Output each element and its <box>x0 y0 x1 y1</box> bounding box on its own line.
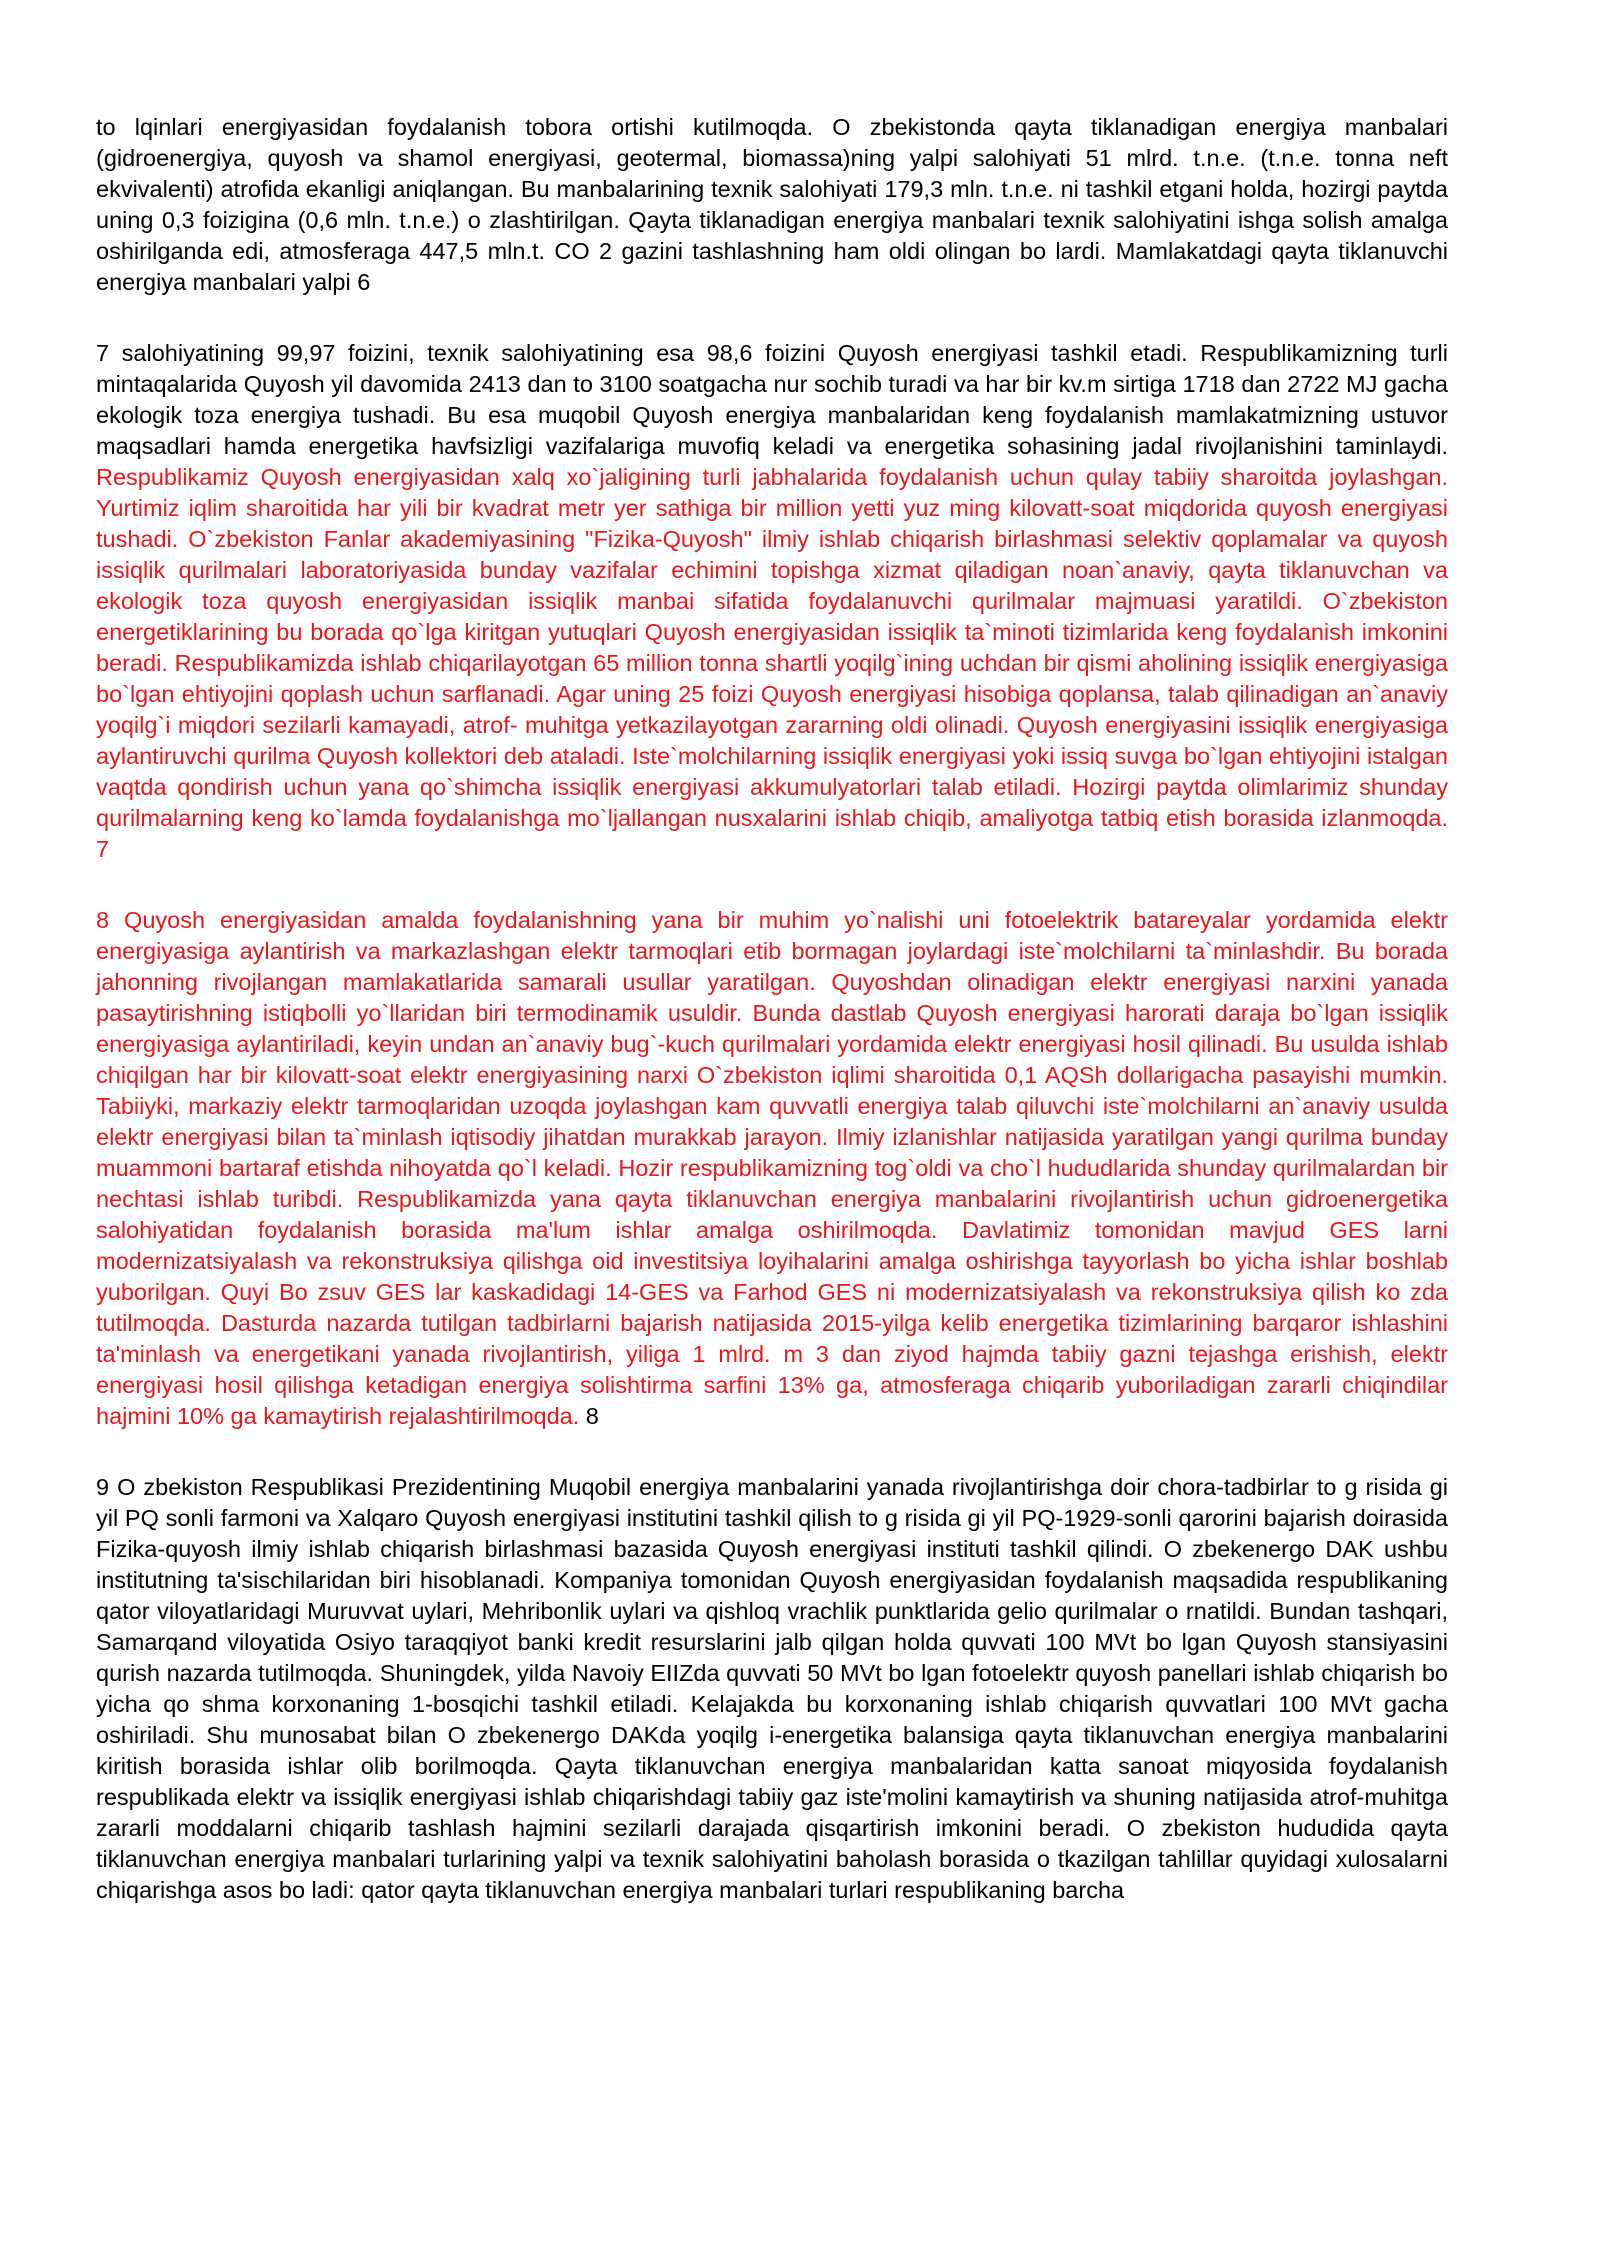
document-page <box>96 112 1448 1946</box>
paragraph-2-black-text: 7 salohiyatining 99,97 foizini, texnik salohiyatining esa 98,6 foizini Quyosh energiyasi tashkil etadi. Respublikamizning turli mintaqalarida Quyosh yil davomida 2413 dan to 3100 soatgacha nur sochib turadi va har bir kv.m sirtiga 1718 dan 2722 MJ gacha ekologik toza energiya tushadi. Bu esa muqobil Quyosh energiya manbalaridan keng foydalanish mamlakatmizning ustuvor maqsadlari hamda energetika havfsizligi vazifalariga muvofiq keladi va energetika sohasining jadal rivojlanishini taminlaydi. <box>96 340 1448 459</box>
paragraph-4-text: 9 O zbekiston Respublikasi Prezidentining Muqobil energiya manbalarini yanada rivojlantirishga doir chora-tadbirlar to g risida gi yil PQ sonli farmoni va Xalqaro Quyosh energiyasi institutini tashkil qilish to g risida gi yil PQ-1929-sonli qarorini bajarish doirasida Fizika-quyosh ilmiy ishlab chiqarish birlashmasi bazasida Quyosh energiyasi instituti tashkil qilindi. O zbekenergo DAK ushbu institutning ta'sischilaridan biri hisoblanadi. Kompaniya tomonidan Quyosh energiyasidan foydalanish maqsadida respublikaning qator viloyatlaridagi Muruvvat uylari, Mehribonlik uylari va qishloq vrachlik punktlarida gelio qurilmalar o rnatildi. Bundan tashqari, Samarqand viloyatida Osiyo taraqqiyot banki kredit resurslarini jalb qilgan holda quvvati 100 MVt bo lgan Quyosh stansiyasini qurish nazarda tutilmoqda. Shuningdek, yilda Navoiy EIIZda quvvati 50 MVt bo lgan fotoelektr quyosh panellari ishlab chiqarish bo yicha qo shma korxonaning 1-bosqichi tashkil etiladi. Kelajakda bu korxonaning ishlab chiqarish quvvatlari 100 MVt gacha oshiriladi. Shu munosabat bilan O zbekenergo DAKda yoqilg i-energetika balansiga qayta tiklanuvchan energiya manbalarini kiritish borasida ishlar olib borilmoqda. Qayta tiklanuvchan energiya manbalaridan katta sanoat miqyosida foydalanish respublikada elektr va issiqlik energiyasi ishlab chiqarishdagi tabiiy gaz iste'molini kamaytirish va shuning natijasida atrof-muhitga zararli moddalarni chiqarib tashlash hajmini sezilarli darajada qisqartirish imkonini beradi. O zbekiston hududida qayta tiklanuvchan energiya manbalari turlarining yalpi va texnik salohiyatini baholash borasida o tkazilgan tahlillar quyidagi xulosalarni chiqarishga asos bo ladi: qator qayta tiklanuvchan energiya manbalari turlari respublikaning barcha <box>96 1474 1448 1903</box>
paragraph-4 <box>96 1472 1448 1906</box>
paragraph-3 <box>96 905 1448 1432</box>
paragraph-3-highlighted-text: 8 Quyosh energiyasidan amalda foydalanishning yana bir muhim yo`nalishi uni fotoelektrik batareyalar yordamida elektr energiyasiga aylantirish va markazlashgan elektr tarmoqlari etib bormagan joylardagi iste`molchilarni ta`minlashdir. Bu borada jahonning rivojlangan mamlakatlarida samarali usullar yaratilgan. Quyoshdan olinadigan elektr energiyasi narxini yanada pasaytirishning istiqbolli yo`llaridan biri termodinamik usuldir. Bunda dastlab Quyosh energiyasi harorati daraja bo`lgan issiqlik energiyasiga aylantiriladi, keyin undan an`anaviy bug`-kuch qurilmalari yordamida elektr energiyasi hosil qilinadi. Bu usulda ishlab chiqilgan har bir kilovatt-soat elektr energiyasining narxi O`zbekiston iqlimi sharoitida 0,1 AQSh dollarigacha pasayishi mumkin. Tabiiyki, markaziy elektr tarmoqlaridan uzoqda joylashgan kam quvvatli energiya talab qiluvchi iste`molchilarni an`anaviy usulda elektr energiyasi bilan ta`minlash iqtisodiy jihatdan murakkab jarayon. Ilmiy izlanishlar natijasida yaratilgan yangi qurilma bunday muammoni bartaraf etishda nihoyatda qo`l keladi. Hozir respublikamizning tog`oldi va cho`l hududlarida shunday qurilmalardan bir nechtasi ishlab turibdi. Respublikamizda yana qayta tiklanuvchan energiya manbalarini rivojlantirish uchun gidroenergetika salohiyatidan foydalanish borasida ma'lum ishlar amalga oshirilmoqda. Davlatimiz tomonidan mavjud GES larni modernizatsiyalash va rekonstruksiya qilishga oid investitsiya loyihalarini amalga oshirishga tayyorlash bo yicha ishlar boshlab yuborilgan. Quyi Bo zsuv GES lar kaskadidagi 14-GES va Farhod GES ni modernizatsiyalash va rekonstruksiya qilish ko zda tutilmoqda. Dasturda nazarda tutilgan tadbirlarni bajarish natijasida 2015-yilga kelib energetika tizimlarining barqaror ishlashini ta'minlash va energetikani yanada rivojlantirish, yiliga 1 mlrd. m 3 dan ziyod hajmda tabiiy gazni tejashga erishish, elektr energiyasi hosil qilishga ketadigan energiya solishtirma sarfini 13% ga, atmosferaga chiqarib yuboriladigan zararli chiqindilar hajmini 10% ga kamaytirish rejalashtirilmoqda. <box>96 907 1448 1429</box>
paragraph-2-highlighted-text: Respublikamiz Quyosh energiyasidan xalq xo`jaligining turli jabhalarida foydalanish uchun qulay tabiiy sharoitda joylashgan. Yurtimiz iqlim sharoitida har yili bir kvadrat metr yer sathiga bir million yetti yuz ming kilovatt-soat miqdorida quyosh energiyasi tushadi. O`zbekiston Fanlar akademiyasining "Fizika-Quyosh" ilmiy ishlab chiqarish birlashmasi selektiv qoplamalar va quyosh issiqlik qurilmalari laboratoriyasida bunday vazifalar echimini topishga xizmat qiladigan noan`anaviy, qayta tiklanuvchan va ekologik toza quyosh energiyasidan issiqlik manbai sifatida foydalanuvchi qurilmalar majmuasi yaratildi. O`zbekiston energetiklarining bu borada qo`lga kiritgan yutuqlari Quyosh energiyasidan issiqlik ta`minoti tizimlarida keng foydalanish imkonini beradi. Respublikamizda ishlab chiqarilayotgan 65 million tonna shartli yoqilg`ining uchdan bir qismi aholining issiqlik energiyasiga bo`lgan ehtiyojini qoplash uchun sarflanadi. Agar uning 25 foizi Quyosh energiyasi hisobiga qoplansa, talab qilinadigan an`anaviy yoqilg`i miqdori sezilarli kamayadi, atrof- muhitga yetkazilayotgan zararning oldi olinadi. Quyosh energiyasini issiqlik energiyasiga aylantiruvchi qurilma Quyosh kollektori deb ataladi. Iste`molchilarning issiqlik energiyasi yoki issiq suvga bo`lgan ehtiyojini istalgan vaqtda qondirish uchun yana qo`shimcha issiqlik energiyasi akkumulyatorlari talab etiladi. Hozirgi paytda olimlarimiz shunday qurilmalarning keng ko`lamda foydalanishga mo`ljallangan nusxalarini ishlab chiqib, amaliyotga tatbiq etish borasida izlanmoqda. 7 <box>96 464 1448 862</box>
paragraph-1-text: to lqinlari energiyasidan foydalanish tobora ortishi kutilmoqda. O zbekistonda qayta tiklanadigan energiya manbalari (gidroenergiya, quyosh va shamol energiyasi, geotermal, biomassa)ning yalpi salohiyati 51 mlrd. t.n.e. (t.n.e. tonna neft ekvivalenti) atrofida ekanligi aniqlangan. Bu manbalarining texnik salohiyati 179,3 mln. t.n.e. ni tashkil etgani holda, hozirgi paytda uning 0,3 foizigina (0,6 mln. t.n.e.) o zlashtirilgan. Qayta tiklanadigan energiya manbalari texnik salohiyatini ishga solish amalga oshirilganda edi, atmosferaga 447,5 mln.t. CO 2 gazini tashlashning ham oldi olingan bo lardi. Mamlakatdagi qayta tiklanuvchi energiya manbalari yalpi 6 <box>96 114 1448 295</box>
paragraph-3-page-number: 8 <box>579 1403 599 1429</box>
paragraph-2 <box>96 338 1448 865</box>
paragraph-1 <box>96 112 1448 298</box>
